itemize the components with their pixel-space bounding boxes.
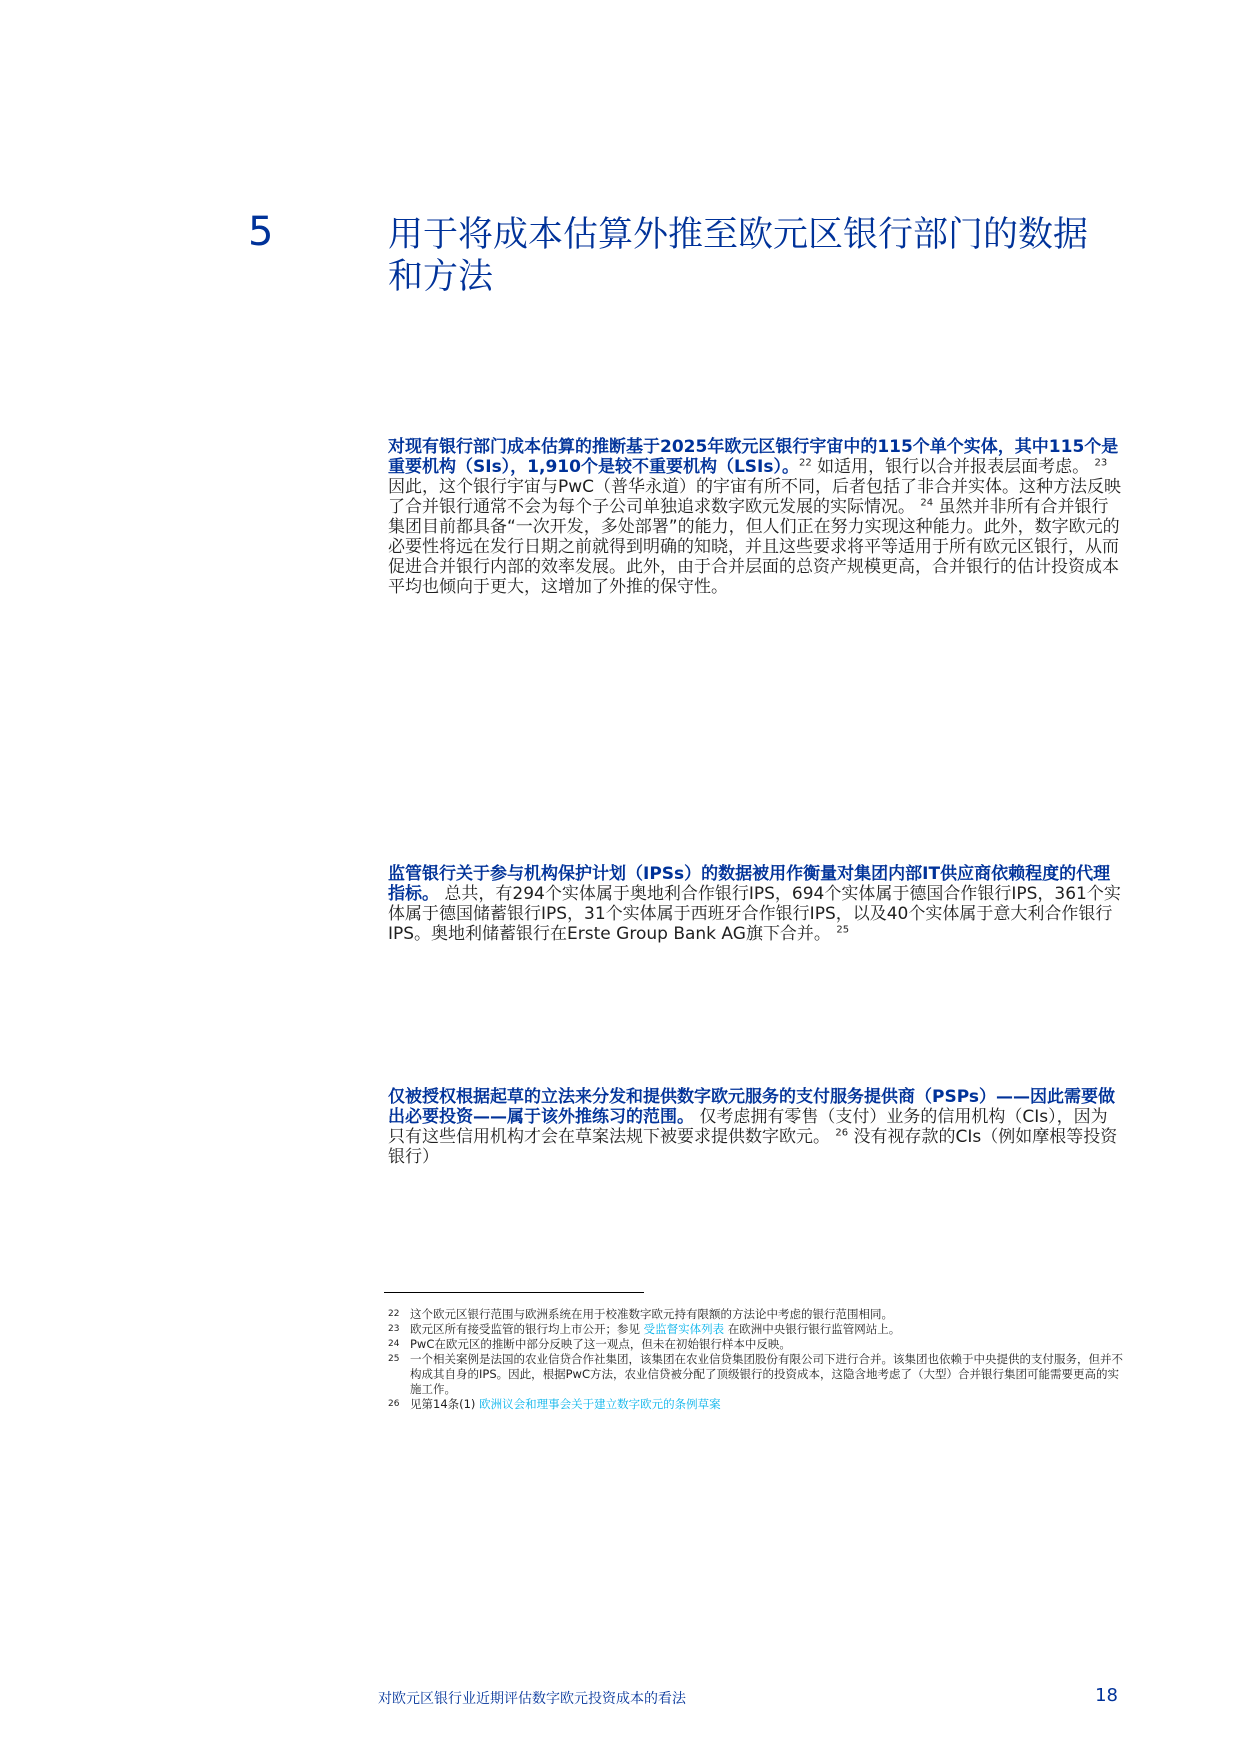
footnote-text: 这个欧元区银行范围与欧洲系统在用于校准数字欧元持有限额的方法论中考虑的银行范围相同。 xyxy=(410,1307,893,1321)
section-lead: 对现有银行部门成本估算的推断基于2025年欧元区银行宇宙中的115个单个实体，其中115个是重要机构（SIs），1,910个是较不重要机构（LSIs）。 xyxy=(388,437,1119,477)
section-body: 如适用，银行以合并报表层面考虑。 xyxy=(817,457,1090,477)
draft-regulation-link[interactable]: 欧洲议会和理事会关于建立数字欧元的条例草案 xyxy=(479,1397,721,1411)
footnote-text: 在欧洲中央银行银行监管网站上。 xyxy=(727,1322,901,1336)
chapter-title: 用于将成本估算外推至欧元区银行部门的数据和方法 xyxy=(388,215,1089,297)
section-body: 总共，有294个实体属于奥地利合作银行IPS，694个实体属于德国合作银行IPS，361个实体属于德国储蓄银行IPS，31个实体属于西班牙合作银行IPS，以及40个实体属于意大利合作银行IPS。奥地利储蓄银行在Erste Group Bank AG旗下合并。 xyxy=(388,884,1121,944)
footnote-number: 25 xyxy=(388,1354,400,1364)
section-body: 因此，这个银行宇宙与PwC（普华永道）的宇宙有所不同，后者包括了非合并实体。这种方法反映了合并银行通常不会为每个子公司单独追求数字欧元发展的实际情况。 xyxy=(388,477,1122,517)
section-body: 虽然并非所有合并银行集团目前都具备“一次开发，多处部署”的能力，但人们正在努力实现这种能力。此外，数字欧元的必要性将远在发行日期之前就得到明确的知晓，并且这些要求将平等适用于所有欧元区银行，从而促进合并银行内部的效率发展。此外，由于合并层面的总资产规模更高，合并银行的估计投资成本平均也倾向于更大，这增加了外推的保守性。 xyxy=(388,497,1120,597)
footnote xyxy=(388,1352,1123,1397)
footnote-ref[interactable]: 24 xyxy=(920,497,934,509)
section-body: 没有视存款的CIs（例如摩根等投资银行） xyxy=(388,1127,1118,1167)
footnote-number: 22 xyxy=(388,1309,400,1319)
footnote-number: 23 xyxy=(388,1324,400,1334)
footnote xyxy=(388,1397,1123,1412)
section-body: 仅考虑拥有零售（支付）业务的信用机构（CIs），因为只有这些信用机构才会在草案法规下被要求提供数字欧元。 xyxy=(388,1107,1108,1147)
footer-title: 对欧元区银行业近期评估数字欧元投资成本的看法 xyxy=(378,1691,686,1707)
section-psp-scope xyxy=(388,1087,1123,1167)
footnote-ref[interactable]: 23 xyxy=(1094,457,1108,469)
footnote-ref[interactable]: 25 xyxy=(836,924,850,936)
footnote-number: 24 xyxy=(388,1339,400,1349)
footnote-text: 欧元区所有接受监管的银行均上市公开；参见 xyxy=(410,1322,640,1336)
footnote-ref[interactable]: 26 xyxy=(835,1127,849,1139)
section-ips-data xyxy=(388,864,1123,944)
footnote-text: 一个相关案例是法国的农业信贷合作社集团，该集团在农业信贷集团股份有限公司下进行合并。该集团也依赖于中央提供的支付服务，但并不构成其自身的IPS。因此，根据PwC方法，农业信贷被分配了顶级银行的投资成本，这隐含地考虑了（大型）合并银行集团可能需要更高的实施工作。 xyxy=(410,1352,1123,1396)
footnotes xyxy=(388,1307,1123,1412)
section-extrapolation-basis xyxy=(388,437,1123,597)
section-lead: 监管银行关于参与机构保护计划（IPSs）的数据被用作衡量对集团内部IT供应商依赖程度的代理指标。 xyxy=(388,864,1111,904)
footnote-text: PwC在欧元区的推断中部分反映了这一观点，但未在初始银行样本中反映。 xyxy=(410,1337,791,1351)
supervised-entities-link[interactable]: 受监督实体列表 xyxy=(643,1322,725,1336)
chapter-number: 5 xyxy=(248,209,274,255)
section-lead: 仅被授权根据起草的立法来分发和提供数字欧元服务的支付服务提供商（PSPs）——因此需要做出必要投资——属于该外推练习的范围。 xyxy=(388,1087,1115,1127)
footnote-text: 见第14条(1) xyxy=(410,1397,476,1411)
footnote xyxy=(388,1322,1123,1337)
page-number: 18 xyxy=(1095,1685,1118,1706)
footnote-number: 26 xyxy=(388,1399,400,1409)
footnote xyxy=(388,1337,1123,1352)
footnote-divider xyxy=(384,1292,644,1293)
footnote-ref[interactable]: 22 xyxy=(798,457,812,469)
footnote xyxy=(388,1307,1123,1322)
